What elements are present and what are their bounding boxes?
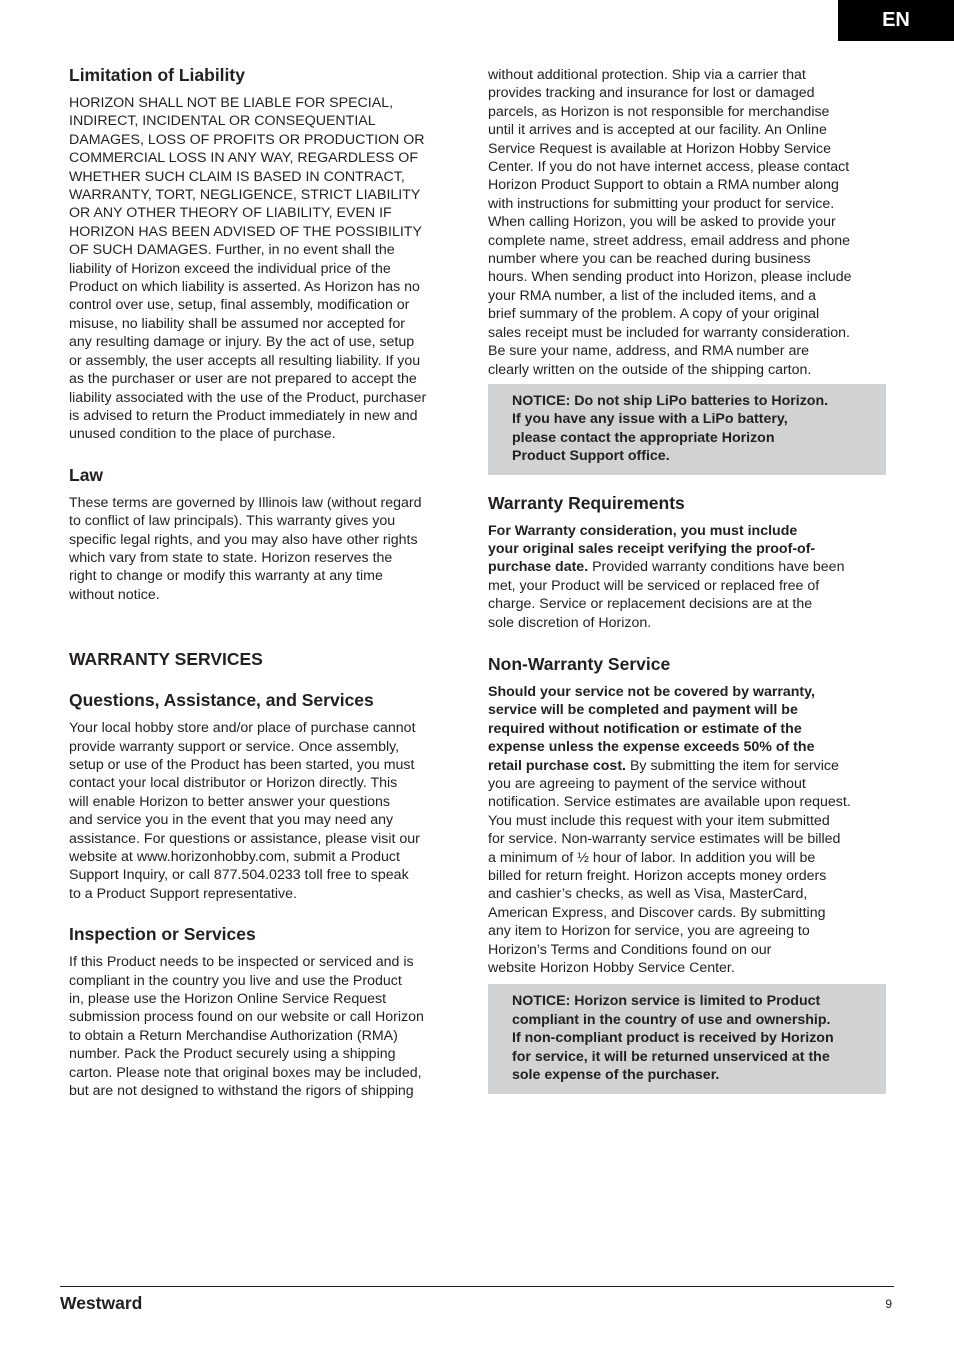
questions-body: Your local hobby store and/or place of purchase cannot provide warranty support or service. Once assembly, setup or use of the Product has been started, you must contact your local distributor or Horizon directly. This will enable Horizon to better answer your questions and service you in the event that you may need any assistance. For questions or assistance, please visit our website at www.horizonhobby.com, submit a Product Support Inquiry, or call 877.504.0233 toll free to speak to a Product Support representative. [69,720,420,902]
non-warranty-heading: Non-Warranty Service [488,653,671,674]
notice-line: NOTICE: Horizon service is limited to Product [512,993,821,1010]
notice-service-box [488,984,886,1093]
notice-line: sole expense of the purchaser. [512,1067,720,1084]
inspection-continued-body: without additional protection. Ship via a carrier that provides tracking and insurance for lost or damaged parcels, as Horizon is not responsible for merchandise until it arrives and is accepted at our facility. An Online Service Request is available at Horizon Hobby Service Center. If you do not have internet access, please contact Horizon Product Support to obtain a RMA number along with instructions for submitting your product for service. When calling Horizon, you will be asked to provide your complete name, street address, email address and phone number where you can be reached during business hours. When sending product into Horizon, please include your RMA number, a list of the included items, and a brief summary of the problem. A copy of your original sales receipt must be included for warranty consideration. Be sure your name, address, and RMA number are clearly written on the outside of the shipping carton. [488,67,852,378]
notice-lipo-box [488,384,886,475]
non-warranty-section [488,653,886,978]
notice-line: Product Support office. [512,448,670,465]
law-section [69,464,465,604]
right-column [488,64,886,1094]
inspection-body: If this Product needs to be inspected or serviced and is compliant in the country you live and use the Product in, please use the Horizon Online Service Request submission process found on our website or call Horizon to obtain a Return Merchandise Authorization (RMA) number. Pack the Product securely using a shipping carton. Please note that original boxes may be included, but are not designed to withstand the rigors of shipping [69,954,424,1100]
notice-line: If you have any issue with a LiPo battery, [512,411,788,428]
page-number: 9 [885,1297,892,1311]
limitation-section [69,64,465,444]
warranty-requirements-heading: Warranty Requirements [488,492,685,513]
limitation-body: HORIZON SHALL NOT BE LIABLE FOR SPECIAL, INDIRECT, INCIDENTAL OR CONSEQUENTIAL DAMAGES, LOSS OF PROFITS OR PRODUCTION OR COMMERCIAL LOSS IN ANY WAY, REGARDLESS OF WHETHER SUCH CLAIM IS BASED IN CONTRACT, WARRANTY, TORT, NEGLIGENCE, STRICT LIABILITY OR ANY OTHER THEORY OF LIABILITY, EVEN IF HORIZON HAS BEEN ADVISED OF THE POSSIBILITY OF SUCH DAMAGES. Further, in no event shall the liability of Horizon exceed the individual price of the Product on which liability is asserted. As Horizon has no control over use, setup, final assembly, modification or misuse, no liability shall be assumed nor accepted for any resulting damage or injury. By the act of use, setup or assembly, the user accepts all resulting liability. If you as the purchaser or user are not prepared to accept the liability associated with the use of the Product, purchaser is advised to return the Product immediately in new and unused condition to the place of purchase. [69,95,427,443]
notice-line: If non-compliant product is received by Horizon [512,1030,834,1047]
warranty-requirements-section [488,492,886,632]
inspection-heading: Inspection or Services [69,924,256,945]
warranty-requirements-body: For Warranty consideration, you must include your original sales receipt verifying the proof-of- purchase date. Provided warranty conditions have been met, your Product will be serviced or replaced free of charge. Service or replacement decisions are at the sole discretion of Horizon. [488,522,845,631]
non-warranty-body: Should your service not be covered by warranty, service will be completed and payment will be required without notification or estimate of the expense unless the expense exceeds 50% of the retail purchase cost. By submitting the item for service you are agreeing to payment of the service without notification. Service estimates are available upon request. You must include this request with your item submitted for service. Non-warranty service estimates will be billed a minimum of ½ hour of labor. In addition you will be billed for return freight. Horizon accepts money orders and cashier’s checks, as well as Visa, MasterCard, American Express, and Discover cards. By submitting any item to Horizon for service, you are agreeing to Horizon’s Terms and Conditions found on our website Horizon Hobby Service Center. [488,683,851,977]
limitation-heading: Limitation of Liability [69,65,245,85]
footer-brand: Westward [60,1293,143,1313]
questions-section [69,689,465,903]
warranty-services-heading: WARRANTY SERVICES [69,649,263,670]
questions-heading: Questions, Assistance, and Services [69,690,374,711]
footer-divider [60,1286,894,1287]
notice-line: compliant in the country of use and ownership. [512,1011,831,1028]
notice-line: NOTICE: Do not ship LiPo batteries to Horizon. [512,392,829,409]
warranty-services-section [69,648,465,670]
notice-line: please contact the appropriate Horizon [512,429,775,446]
inspection-section [69,923,465,1100]
language-tab: EN [838,0,954,41]
notice-line: for service, it will be returned unserviced at the [512,1048,830,1065]
law-body: These terms are governed by Illinois law (without regard to conflict of law principals). This warranty gives you specific legal rights, and you may also have other rights which vary from state to state. Horizon reserves the right to change or modify this warranty at any time without notice. [69,494,422,603]
left-column [69,64,465,1100]
law-heading: Law [69,464,104,485]
